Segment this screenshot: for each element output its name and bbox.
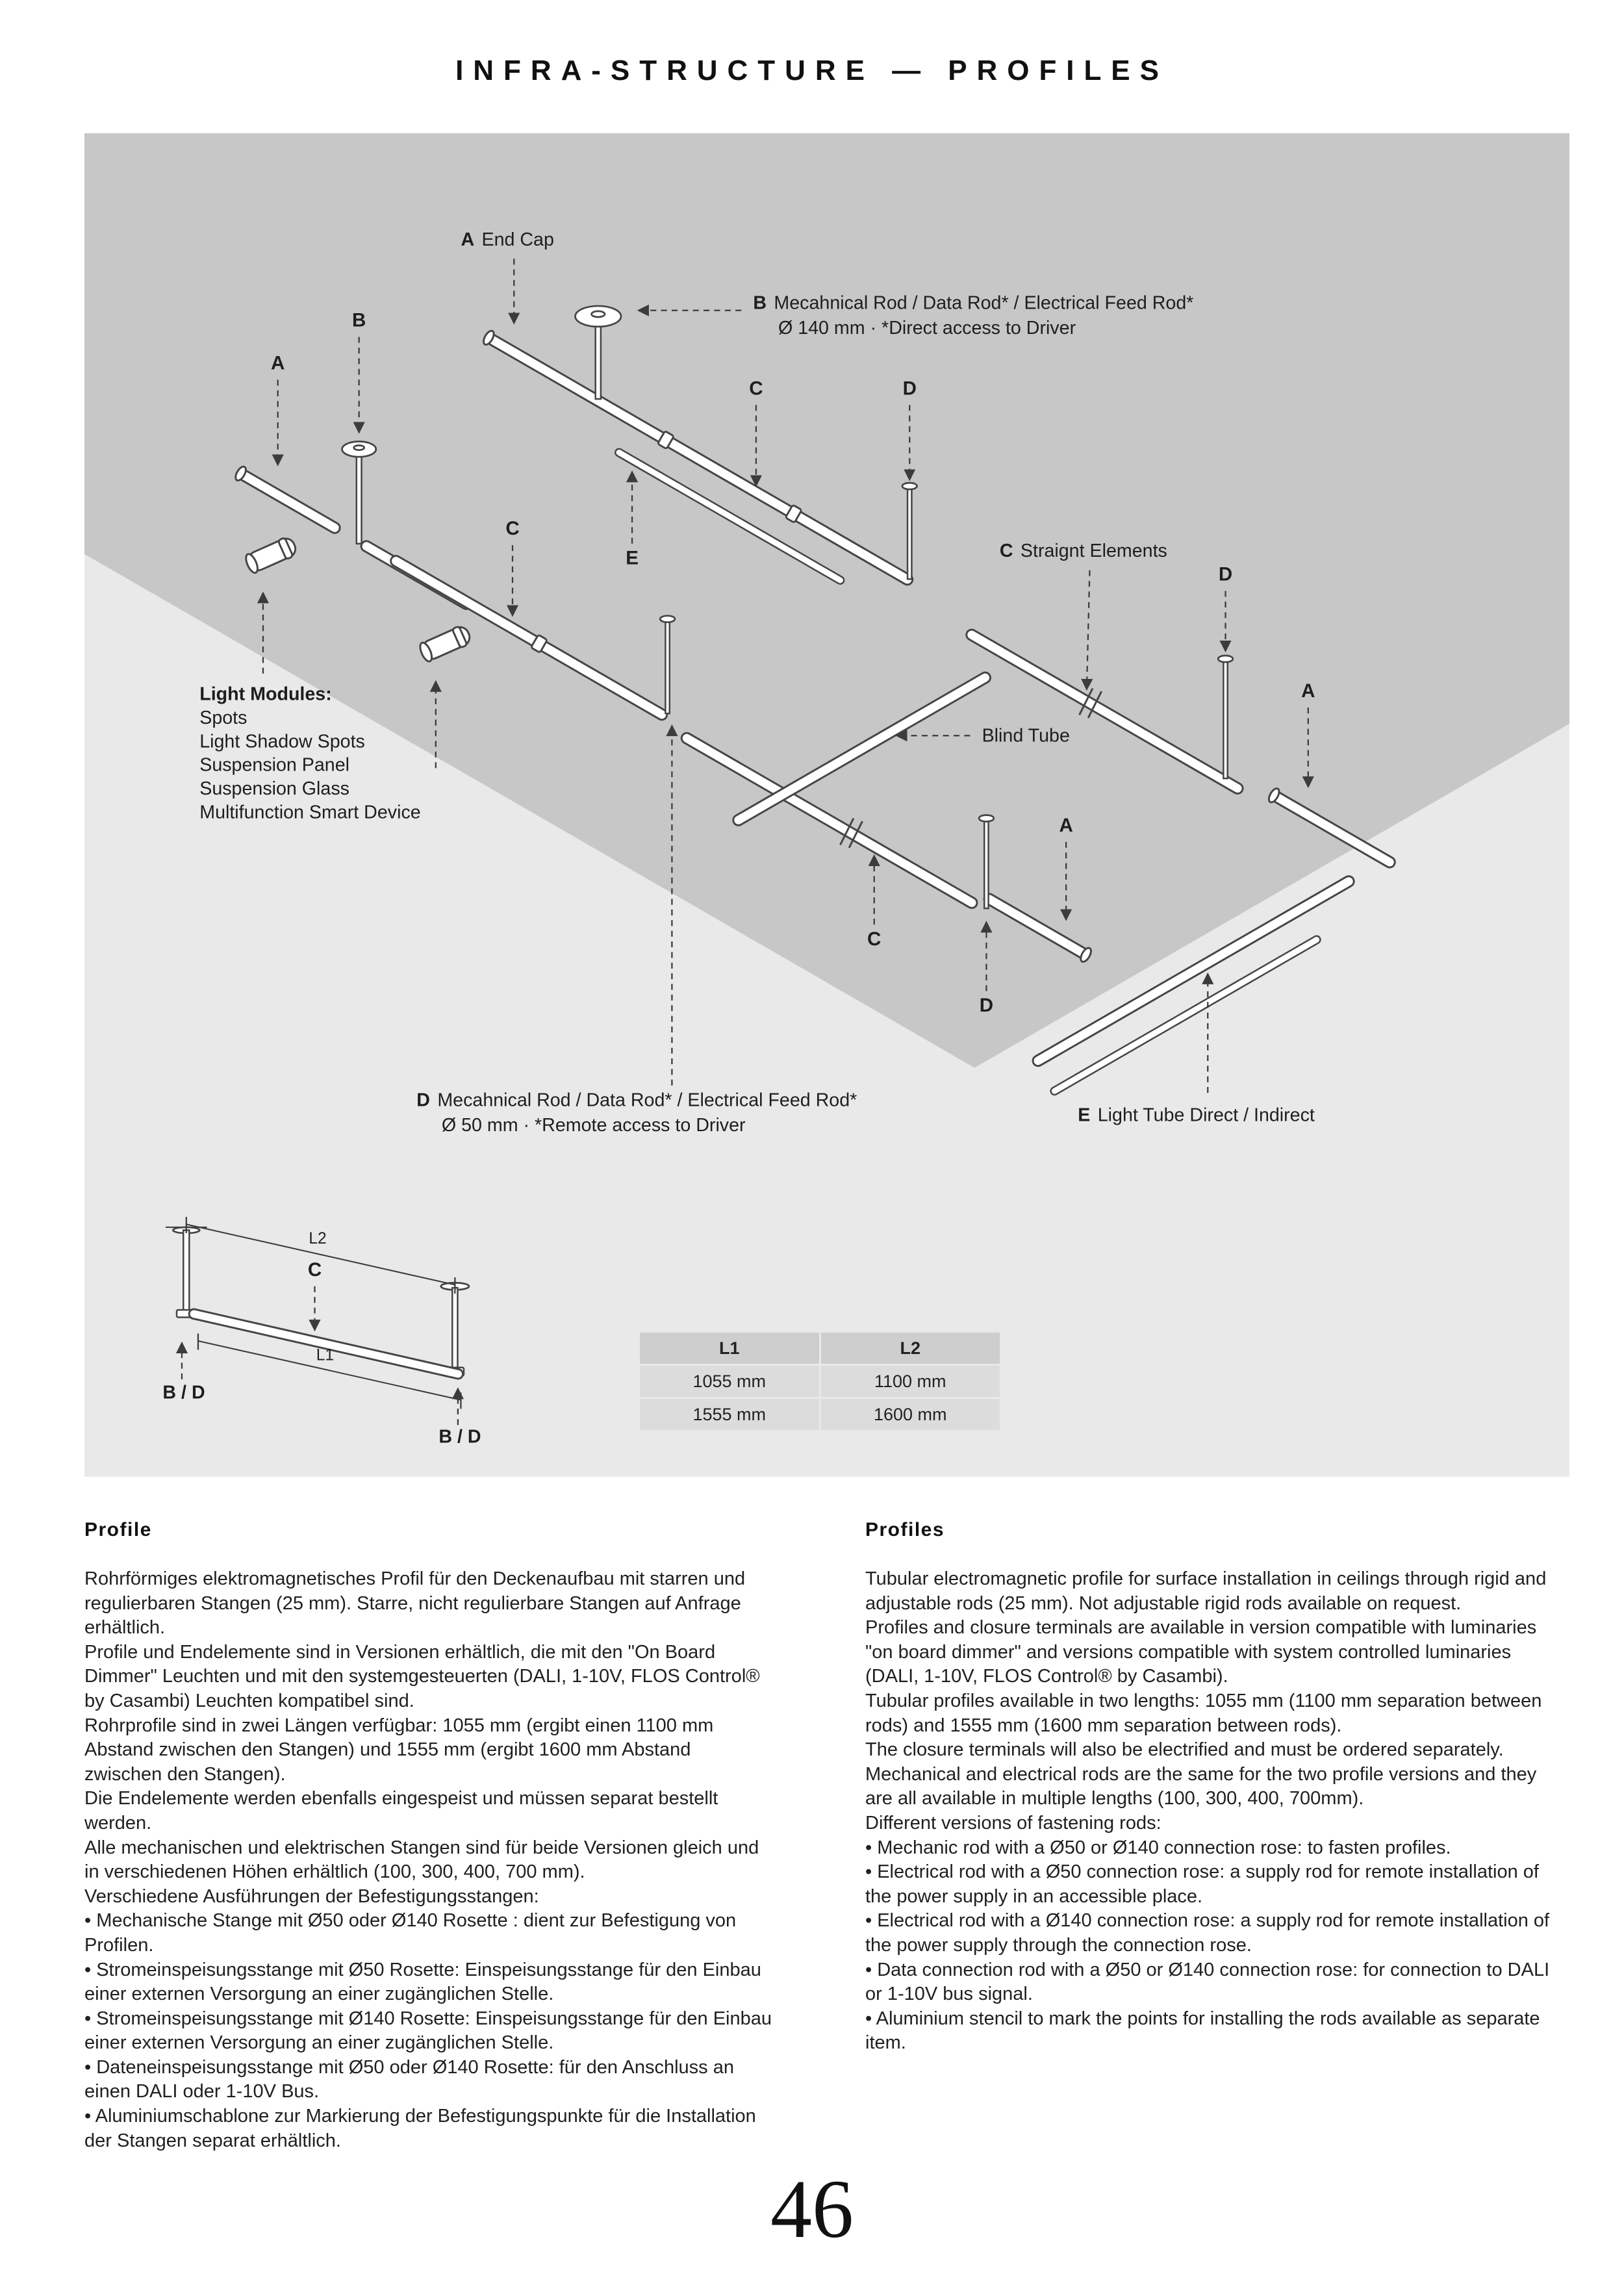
paragraph: Die Endelemente werden ebenfalls eingespeist und müssen separat bestellt werden. (84, 1788, 718, 1833)
paragraph: Alle mechanischen und elektrischen Stangen sind für beide Versionen gleich und in verschiedenen Höhen erhältlich (100, 300, 400, 700 mm). (84, 1837, 759, 1883)
section-heading-de: Profile (84, 1519, 152, 1540)
mini-diagram (162, 1217, 481, 1448)
paragraph: Different versions of fastening rods: (865, 1812, 1161, 1833)
table-cell: 1100 mm (821, 1366, 1000, 1397)
table-row (640, 1366, 1000, 1397)
paragraph: Profile und Endelemente sind in Versionen erhältlich, die mit den "On Board Dimmer" Leuchten und mit den systemgesteuerten (DALI, 1-10V, FLOS Control® by Casambi) Leuchten kompatibel sind. (84, 1641, 760, 1711)
paragraph: • Dateneinspeisungsstange mit Ø50 oder Ø140 Rosette: für den Anschluss an einen DALI oder 1-10V Bus. (84, 2056, 734, 2102)
paragraph: • Electrical rod with a Ø140 connection rose: a supply rod for remote installation of the power supply through the connection rose. (865, 1910, 1550, 1956)
paragraph: Tubular electromagnetic profile for surface installation in ceilings through rigid and adjustable rods (25 mm). Not adjustable rigid rods available on request. (865, 1568, 1547, 1614)
label-light-module: Suspension Glass (199, 778, 349, 800)
paragraph: • Data connection rod with a Ø50 or Ø140 connection rose: for connection to DALI or 1-10V bus signal. (865, 1959, 1550, 2005)
isometric-diagram (84, 133, 1569, 1477)
paragraph: Rohrförmiges elektromagnetisches Profil für den Deckenaufbau mit starren und regulierbaren Stangen (25 mm). Starre, nicht regulierbare Stangen auf Anfrage erhältlich. (84, 1568, 746, 1639)
section-german (84, 1520, 773, 2153)
dimensions-table (638, 1331, 1002, 1432)
section-body-en (865, 1567, 1555, 2056)
label-bd: B / D (162, 1382, 205, 1403)
label-rod-50-line1: D Mecahnical Rod / Data Rod* / Electrical Feed Rod* (416, 1090, 857, 1111)
label-letter-a: A (271, 352, 285, 374)
diagram-panel (84, 133, 1569, 1477)
table-header-l2: L2 (821, 1333, 1000, 1364)
label-bd: B / D (438, 1426, 481, 1448)
label-letter-a: A (1301, 680, 1315, 702)
paragraph: Verschiedene Ausführungen der Befestigungsstangen: (84, 1885, 539, 1907)
label-letter-d: D (902, 377, 917, 400)
table-cell: 1055 mm (640, 1366, 819, 1397)
paragraph: Profiles and closure terminals are available in version compatible with luminaries "on board dimmer" and versions compatible with system controlled luminaries (DALI, 1-10V, FLOS Control® by Casambi). (865, 1617, 1537, 1687)
label-rod-50-line2: Ø 50 mm · *Remote access to Driver (441, 1115, 746, 1136)
table-row (640, 1399, 1000, 1430)
table-cell: 1555 mm (640, 1399, 819, 1430)
label-blind-tube: Blind Tube (982, 725, 1070, 747)
label-light-tube: E Light Tube Direct / Indirect (1078, 1105, 1315, 1126)
paragraph: Tubular profiles available in two lengths: 1055 mm (1100 mm separation between rods) and 1555 mm (1600 mm separation between rods). (865, 1690, 1542, 1736)
table-cell: 1600 mm (821, 1399, 1000, 1430)
paragraph: • Electrical rod with a Ø50 connection rose: a supply rod for remote installation of the power supply in an accessible place. (865, 1861, 1539, 1907)
label-l2: L2 (309, 1229, 327, 1247)
label-l1: L1 (316, 1346, 335, 1364)
paragraph: • Stromeinspeisungsstange mit Ø50 Rosette: Einspeisungsstange für den Einbau einer externen Versorgung an einer zugänglichen Stelle. (84, 1959, 761, 2005)
section-body-de (84, 1567, 773, 2153)
paragraph: The closure terminals will also be electrified and must be ordered separately. (865, 1739, 1504, 1761)
label-light-module: Suspension Panel (199, 754, 350, 776)
label-rod-140-line2: Ø 140 mm · *Direct access to Driver (778, 318, 1076, 339)
paragraph: • Aluminium stencil to mark the points for installing the rods available as separate item. (865, 2008, 1540, 2054)
label-straight-elements: C Straignt Elements (999, 541, 1167, 562)
page-number: 46 (770, 2163, 854, 2255)
label-letter-c: C (307, 1258, 322, 1281)
paragraph: • Aluminiumschablone zur Markierung der Befestigungspunkte für die Installation der Stangen separat erhältlich. (84, 2106, 756, 2151)
label-light-modules-title: Light Modules: (199, 683, 332, 705)
label-letter-c: C (749, 377, 763, 400)
label-letter-e: E (626, 547, 639, 569)
page-title: INFRA-STRUCTURE — PROFILES (455, 55, 1169, 86)
label-light-module: Light Shadow Spots (199, 731, 365, 752)
label-letter-c: C (867, 928, 882, 950)
label-letter-d: D (1218, 563, 1233, 585)
label-letter-a: A (1059, 814, 1073, 836)
label-rod-140-line1: B Mecahnical Rod / Data Rod* / Electrical Feed Rod* (753, 292, 1194, 314)
label-light-module: Multifunction Smart Device (199, 802, 421, 823)
paragraph: Mechanical and electrical rods are the same for the two profile versions and they are all available in multiple lengths (100, 300, 400, 700mm). (865, 1763, 1537, 1809)
paragraph: • Mechanische Stange mit Ø50 oder Ø140 Rosette : dient zur Befestigung von Profilen. (84, 1910, 737, 1956)
label-light-module: Spots (199, 708, 247, 729)
paragraph: Rohrprofile sind in zwei Längen verfügbar: 1055 mm (ergibt einen 1100 mm Abstand zwischen den Stangen) und 1555 mm (ergibt 1600 mm Abstand zwischen den Stangen). (84, 1715, 714, 1785)
ceiling-plane (84, 133, 1569, 1067)
section-heading-en: Profiles (865, 1519, 945, 1540)
label-letter-b: B (351, 309, 366, 331)
label-letter-c: C (505, 518, 520, 540)
section-english (865, 1520, 1555, 2056)
paragraph: • Stromeinspeisungsstange mit Ø140 Rosette: Einspeisungsstange für den Einbau einer externen Versorgung an einer zugänglichen Stelle. (84, 2008, 772, 2054)
label-letter-d: D (979, 995, 994, 1017)
table-header-l1: L1 (640, 1333, 819, 1364)
paragraph: • Mechanic rod with a Ø50 or Ø140 connection rose: to fasten profiles. (865, 1837, 1451, 1858)
label-end-cap: A End Cap (461, 229, 554, 250)
